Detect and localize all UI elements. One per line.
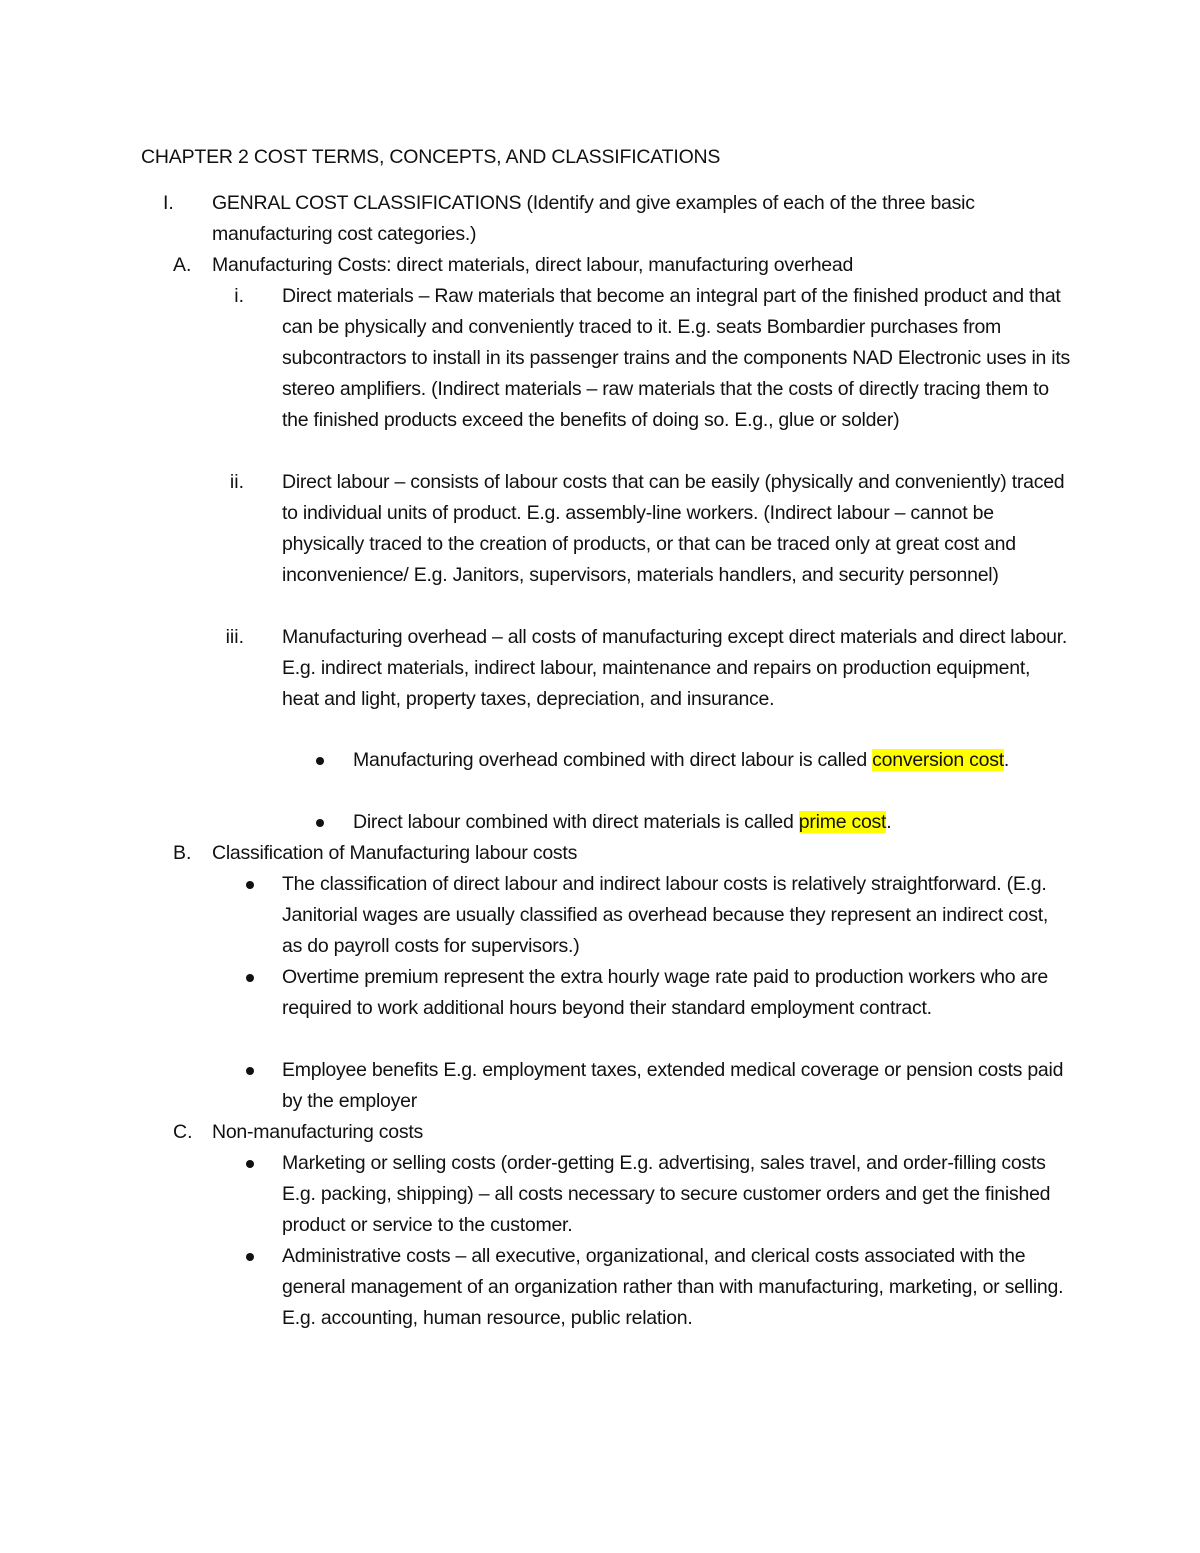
- bullet-icon: [246, 881, 254, 889]
- bullet-employee-benefits: Employee benefits E.g. employment taxes, extended medical coverage or pension costs paid by the employer: [282, 1059, 1064, 1112]
- bullet-prime-cost: [353, 807, 1063, 838]
- bullet-icon: [246, 974, 254, 982]
- bullet-labour-classification: The classification of direct labour and indirect labour costs is relatively straightforward. (E.g. Janitorial wages are usually classified as overhead because they represent an indirect cost, as do payroll costs for supervisors.): [282, 873, 1049, 957]
- bullet-icon: [246, 1253, 254, 1261]
- subsection-b-heading: Classification of Manufacturing labour costs: [212, 842, 578, 864]
- bullet-marketing-costs: Marketing or selling costs (order-getting E.g. advertising, sales travel, and order-filling costs E.g. packing, shipping) – all costs necessary to secure customer orders and get the finished product or service to the customer.: [282, 1152, 1051, 1236]
- subsection-b-marker: B.: [173, 842, 192, 864]
- item-direct-materials: Direct materials – Raw materials that become an integral part of the finished product and that can be physically and conveniently traced to it. E.g. seats Bombardier purchases from subcontractors to install in its passenger trains and the components NAD Electronic uses in its stereo amplifiers. (Indirect materials – raw materials that the costs of directly tracing them to the finished products exceed the benefits of doing so. E.g., glue or solder): [282, 285, 1071, 431]
- section-1-marker: I.: [163, 192, 174, 214]
- item-i-marker: i.: [234, 285, 244, 307]
- subsection-a-marker: A.: [173, 254, 192, 276]
- bullet-administrative-costs: Administrative costs – all executive, organizational, and clerical costs associated with the general management of an organization rather than with manufacturing, marketing, or selling. E.g. accounting, human resource, public relation.: [282, 1245, 1064, 1329]
- bullet-icon: [316, 819, 324, 827]
- subsection-c-marker: C.: [173, 1121, 193, 1143]
- item-iii-marker: iii.: [225, 626, 244, 648]
- item-direct-labour: Direct labour – consists of labour costs that can be easily (physically and conveniently) traced to individual units of product. E.g. assembly-line workers. (Indirect labour – cannot be physically traced to the creation of products, or that can be traced only at great cost and inconvenience/ E.g. Janitors, supervisors, materials handlers, and security personnel): [282, 471, 1065, 586]
- bullet-icon: [246, 1160, 254, 1168]
- highlighted-term-prime-cost: prime cost: [798, 811, 887, 833]
- highlighted-term-conversion-cost: conversion cost: [872, 749, 1004, 771]
- bullet-conversion-cost: [353, 745, 1063, 776]
- bullet-overtime-premium: Overtime premium represent the extra hourly wage rate paid to production workers who are required to work additional hours beyond their standard employment contract.: [282, 966, 1048, 1019]
- chapter-title: CHAPTER 2 COST TERMS, CONCEPTS, AND CLASSIFICATIONS: [141, 146, 721, 168]
- bullet-text-end: .: [1003, 749, 1010, 771]
- section-1-heading: GENRAL COST CLASSIFICATIONS (Identify and give examples of each of the three basic manufacturing cost categories.): [212, 192, 975, 245]
- bullet-text-end: .: [886, 811, 892, 833]
- bullet-icon: [316, 757, 324, 765]
- item-ii-marker: ii.: [229, 471, 244, 493]
- bullet-text: Manufacturing overhead combined with direct labour is called: [353, 749, 873, 771]
- bullet-icon: [246, 1067, 254, 1075]
- subsection-c-heading: Non-manufacturing costs: [212, 1121, 424, 1143]
- item-manufacturing-overhead: Manufacturing overhead – all costs of manufacturing except direct materials and direct labour. E.g. indirect materials, indirect labour, maintenance and repairs on production equipment, heat and light, property taxes, depreciation, and insurance.: [282, 626, 1068, 710]
- subsection-a-heading: Manufacturing Costs: direct materials, direct labour, manufacturing overhead: [212, 254, 854, 276]
- bullet-text: Direct labour combined with direct materials is called: [353, 811, 799, 833]
